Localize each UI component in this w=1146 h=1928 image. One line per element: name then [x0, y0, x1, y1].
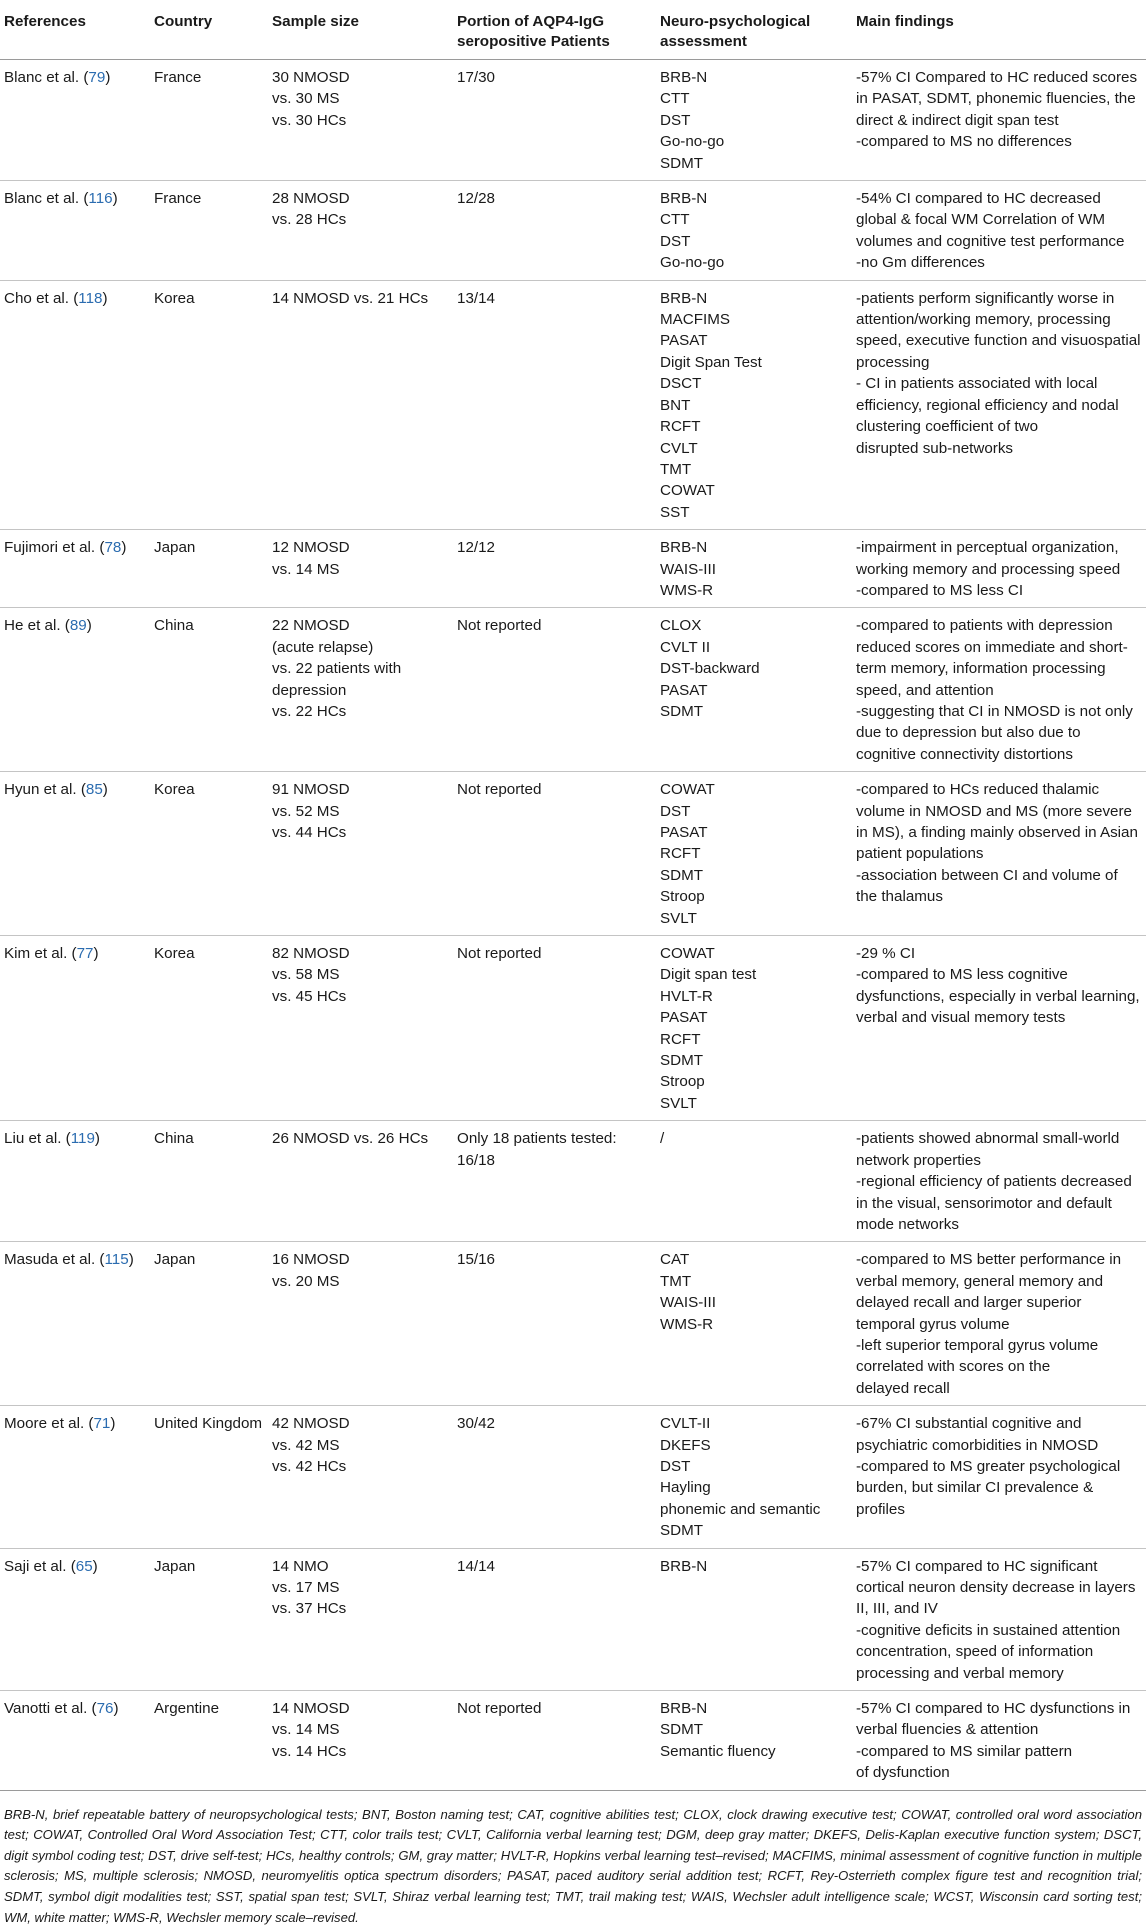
sample-line: vs. 58 MS	[272, 966, 340, 984]
sample-line: vs. 30 MS	[272, 90, 340, 108]
assessment-item: RCFT	[660, 1030, 701, 1048]
cell-assessment	[656, 1548, 852, 1690]
citation-link[interactable]: 77	[76, 945, 94, 963]
cell-assessment	[656, 60, 852, 181]
assessment-item: TMT	[660, 460, 692, 478]
cell-country: France	[150, 181, 268, 281]
assessment-item: SVLT	[660, 1094, 697, 1112]
cell-reference	[0, 280, 150, 529]
assessment-item: DST	[660, 232, 691, 250]
cell-sample-size	[268, 530, 453, 608]
citation-link[interactable]: 85	[85, 781, 103, 799]
reference-close: )	[128, 1251, 134, 1269]
sample-line: 28 NMOSD	[272, 190, 350, 208]
cell-reference	[0, 608, 150, 772]
cell-findings: -29 % CI -compared to MS less cognitive dysfunctions, especially in verbal learning, verbal and visual memory tests	[852, 936, 1146, 1121]
reference-close: )	[121, 539, 127, 557]
sample-line: 42 NMOSD	[272, 1415, 350, 1433]
table-header-row	[0, 0, 1146, 60]
assessment-item: Stroop	[660, 1073, 705, 1091]
cell-sample-size	[268, 1406, 453, 1548]
assessment-item: Digit span test	[660, 966, 757, 984]
assessment-item: Go-no-go	[660, 254, 725, 272]
cell-reference	[0, 1406, 150, 1548]
cell-sample-size	[268, 608, 453, 772]
reference-author: Vanotti et al. (	[4, 1700, 97, 1718]
cell-reference	[0, 60, 150, 181]
assessment-item: CVLT-II	[660, 1415, 711, 1433]
sample-line: 30 NMOSD	[272, 69, 350, 86]
table-row	[0, 936, 1146, 1121]
reference-close: )	[102, 781, 108, 799]
cell-portion: Not reported	[453, 1691, 656, 1791]
cell-assessment	[656, 1406, 852, 1548]
assessment-item: BRB-N	[660, 69, 708, 86]
assessment-item: DST	[660, 802, 691, 820]
assessment-item: DST-backward	[660, 660, 760, 678]
cell-findings: -patients perform significantly worse in attention/working memory, processing speed, executive function and visuospatial processing - CI in patients associated with local efficiency, regional efficiency and nodal clustering coefficient of two disrupted sub-networks	[852, 280, 1146, 529]
assessment-item: CTT	[660, 90, 690, 108]
assessment-item: WMS-R	[660, 581, 714, 599]
reference-author: Fujimori et al. (	[4, 539, 105, 557]
table-row	[0, 1691, 1146, 1791]
citation-link[interactable]: 65	[75, 1557, 93, 1575]
assessment-item: PASAT	[660, 681, 708, 699]
cell-country: China	[150, 608, 268, 772]
reference-close: )	[110, 1415, 116, 1433]
abbreviations-footnote: BRB-N, brief repeatable battery of neuropsychological tests; BNT, Boston naming test; CAT, cognitive abilities test; CLOX, clock drawing executive test; COWAT, controlled oral word association test; COWAT, Controlled Oral Word Association Test; CTT, color trails test; CVLT, California verbal learning test; DGM, deep gray matter; DKEFS, Delis-Kaplan executive function system; DSCT, digit symbol coding test; DST, drive self-test; HCs, healthy controls; GM, gray matter; HVLT-R, Hopkins verbal learning test–revised; MACFIMS, minimal assessment of cognitive function in multiple sclerosis; MS, multiple sclerosis; NMOSD, neuromyelitis optica spectrum disorders; PASAT, paced auditory serial addition test; RCFT, Rey-Osterrieth complex figure test and recognition trial; SDMT, symbol digit modalities test; SST, spatial span test; SVLT, Shiraz verbal learning test; TMT, trail making test; WAIS, Wechsler adult intelligence scale; WCST, Wisconsin card sorting test; WM, white matter; WMS-R, Wechsler memory scale–revised.	[4, 1806, 1142, 1925]
cell-assessment	[656, 1121, 852, 1242]
assessment-item: TMT	[660, 1272, 692, 1290]
cell-reference	[0, 936, 150, 1121]
reference-close: )	[94, 1130, 100, 1148]
reference-author: Cho et al. (	[4, 289, 79, 307]
sample-line: 16 NMOSD	[272, 1251, 350, 1269]
reference-close: )	[102, 289, 108, 307]
reference-close: )	[113, 1700, 119, 1718]
assessment-item: RCFT	[660, 845, 701, 863]
assessment-item: DST	[660, 1457, 691, 1475]
cell-sample-size	[268, 1121, 453, 1242]
sample-line: (acute relapse)	[272, 638, 374, 656]
assessment-item: COWAT	[660, 945, 715, 963]
reference-author: Liu et al. (	[4, 1130, 71, 1148]
assessment-item: SDMT	[660, 154, 704, 172]
assessment-item: BRB-N	[660, 289, 708, 307]
sample-line: vs. 14 MS	[272, 560, 340, 578]
header-sample-size: Sample size	[268, 0, 453, 60]
assessment-item: SST	[660, 503, 690, 521]
sample-line: vs. 52 MS	[272, 802, 340, 820]
sample-line: vs. 17 MS	[272, 1579, 340, 1596]
reference-author: Hyun et al. (	[4, 781, 86, 799]
sample-line: vs. 22 HCs	[272, 702, 347, 720]
cell-assessment	[656, 936, 852, 1121]
reference-author: Blanc et al. (	[4, 190, 89, 208]
cell-assessment	[656, 772, 852, 936]
assessment-item: COWAT	[660, 781, 715, 799]
cell-country: United Kingdom	[150, 1406, 268, 1548]
assessment-item: PASAT	[660, 332, 708, 350]
cell-country: Japan	[150, 1242, 268, 1406]
assessment-item: SDMT	[660, 702, 704, 720]
citation-link[interactable]: 119	[70, 1130, 95, 1148]
assessment-item: MACFIMS	[660, 311, 731, 329]
header-portion: Portion of AQP4-IgG seropositive Patients	[453, 0, 656, 60]
assessment-item: HVLT-R	[660, 987, 713, 1005]
cell-reference	[0, 1121, 150, 1242]
sample-line: vs. 14 MS	[272, 1721, 340, 1739]
cell-findings: -compared to MS better performance in verbal memory, general memory and delayed recall and larger superior temporal gyrus volume -left superior temporal gyrus volume correlated with scores on the delayed recall	[852, 1242, 1146, 1406]
cell-findings: -compared to HCs reduced thalamic volume in NMOSD and MS (more severe in MS), a finding mainly observed in Asian patient populations -association between CI and volume of the thalamus	[852, 772, 1146, 936]
assessment-item: DKEFS	[660, 1436, 711, 1454]
reference-author: Moore et al. (	[4, 1415, 94, 1433]
table-row	[0, 608, 1146, 772]
cell-assessment	[656, 1691, 852, 1791]
header-findings: Main findings	[852, 0, 1146, 60]
table-row	[0, 280, 1146, 529]
cell-findings: -impairment in perceptual organization, working memory and processing speed -compared to MS less CI	[852, 530, 1146, 608]
header-references: References	[0, 0, 150, 60]
header-country: Country	[150, 0, 268, 60]
cell-country: France	[150, 60, 268, 181]
reference-close: )	[92, 1557, 98, 1575]
cell-portion: Not reported	[453, 936, 656, 1121]
cell-reference	[0, 1691, 150, 1791]
table-row	[0, 181, 1146, 281]
cell-assessment	[656, 280, 852, 529]
sample-line: 14 NMOSD vs. 21 HCs	[272, 289, 429, 307]
cell-country: China	[150, 1121, 268, 1242]
citation-link[interactable]: 71	[93, 1415, 111, 1433]
cell-country: Korea	[150, 936, 268, 1121]
cell-findings: -compared to patients with depression reduced scores on immediate and short-term memory, information processing speed, and attention -suggesting that CI in NMOSD is not only due to depression but also due to cognitive connectivity distortions	[852, 608, 1146, 772]
sample-line: vs. 45 HCs	[272, 987, 347, 1005]
assessment-item: CVLT II	[660, 638, 711, 656]
assessment-item: RCFT	[660, 418, 701, 436]
citation-link[interactable]: 89	[69, 617, 87, 635]
cell-assessment	[656, 608, 852, 772]
assessment-item: Digit Span Test	[660, 353, 762, 371]
citation-link[interactable]: 116	[88, 190, 113, 208]
assessment-item: CLOX	[660, 617, 702, 635]
sample-line: vs. 28 HCs	[272, 211, 347, 229]
citation-link[interactable]: 78	[104, 539, 122, 557]
cell-country: Korea	[150, 772, 268, 936]
sample-line: vs. 42 MS	[272, 1436, 340, 1454]
sample-line: vs. 14 HCs	[272, 1742, 347, 1760]
cell-portion: 17/30	[453, 60, 656, 181]
assessment-item: DST	[660, 111, 691, 129]
assessment-item: BRB-N	[660, 1700, 708, 1718]
sample-line: 12 NMOSD	[272, 539, 350, 557]
sample-line: vs. 37 HCs	[272, 1600, 347, 1618]
cell-assessment	[656, 1242, 852, 1406]
cell-sample-size	[268, 280, 453, 529]
cell-findings: -57% CI compared to HC significant cortical neuron density decrease in layers II, III, and IV -cognitive deficits in sustained attention concentration, speed of information processing and verbal memory	[852, 1548, 1146, 1690]
sample-line: 14 NMO	[272, 1557, 329, 1575]
assessment-item: SDMT	[660, 1522, 704, 1540]
assessment-item: COWAT	[660, 482, 715, 500]
citation-link[interactable]: 76	[96, 1700, 114, 1718]
cell-portion: Not reported	[453, 772, 656, 936]
assessment-item: Hayling	[660, 1479, 711, 1497]
reference-author: He et al. (	[4, 617, 70, 635]
table-row	[0, 1121, 1146, 1242]
cell-portion: Not reported	[453, 608, 656, 772]
cell-assessment	[656, 530, 852, 608]
cell-sample-size	[268, 181, 453, 281]
assessment-item: Go-no-go	[660, 133, 725, 151]
cell-portion: 14/14	[453, 1548, 656, 1690]
assessment-item: SDMT	[660, 866, 704, 884]
assessment-item: /	[660, 1130, 665, 1148]
cell-country: Japan	[150, 1548, 268, 1690]
reference-author: Saji et al. (	[4, 1557, 76, 1575]
cell-findings: -67% CI substantial cognitive and psychiatric comorbidities in NMOSD -compared to MS greater psychological burden, but similar CI prevalence & profiles	[852, 1406, 1146, 1548]
assessment-item: phonemic and semantic	[660, 1500, 821, 1518]
cell-reference	[0, 1548, 150, 1690]
assessment-item: CVLT	[660, 439, 698, 457]
cell-portion: 13/14	[453, 280, 656, 529]
assessment-item: WMS-R	[660, 1315, 714, 1333]
assessment-item: SVLT	[660, 909, 697, 927]
sample-line: 26 NMOSD vs. 26 HCs	[272, 1130, 429, 1148]
cell-sample-size	[268, 772, 453, 936]
cell-reference	[0, 1242, 150, 1406]
citation-link[interactable]: 115	[104, 1251, 129, 1269]
assessment-item: PASAT	[660, 1009, 708, 1027]
cell-sample-size	[268, 60, 453, 181]
assessment-item: SDMT	[660, 1721, 704, 1739]
citation-link[interactable]: 118	[78, 289, 103, 307]
cell-findings: -57% CI compared to HC dysfunctions in verbal fluencies & attention -compared to MS similar pattern of dysfunction	[852, 1691, 1146, 1791]
assessment-item: DSCT	[660, 375, 702, 393]
assessment-item: Semantic fluency	[660, 1742, 776, 1760]
citation-link[interactable]: 79	[88, 69, 106, 86]
cell-reference	[0, 772, 150, 936]
cell-country: Argentine	[150, 1691, 268, 1791]
cell-sample-size	[268, 1548, 453, 1690]
table-row	[0, 1242, 1146, 1406]
sample-line: vs. 42 HCs	[272, 1457, 347, 1475]
cell-assessment	[656, 181, 852, 281]
assessment-item: CAT	[660, 1251, 690, 1269]
sample-line: vs. 30 HCs	[272, 111, 347, 129]
assessment-item: WAIS-III	[660, 1294, 716, 1312]
reference-close: )	[93, 945, 99, 963]
header-assessment: Neuro-psychological assessment	[656, 0, 852, 60]
sample-line: 14 NMOSD	[272, 1700, 350, 1718]
sample-line: 22 NMOSD	[272, 617, 350, 635]
sample-line: 82 NMOSD	[272, 945, 350, 963]
table-row	[0, 60, 1146, 181]
cell-findings: -54% CI compared to HC decreased global & focal WM Correlation of WM volumes and cognitive test performance -no Gm differences	[852, 181, 1146, 281]
sample-line: vs. 20 MS	[272, 1272, 340, 1290]
cell-findings: -57% CI Compared to HC reduced scores in PASAT, SDMT, phonemic fluencies, the direct & indirect digit span test -compared to MS no differences	[852, 60, 1146, 181]
reference-close: )	[86, 617, 92, 635]
reference-close: )	[105, 69, 111, 86]
table-row	[0, 530, 1146, 608]
assessment-item: PASAT	[660, 824, 708, 841]
cell-reference	[0, 181, 150, 281]
table-body	[0, 60, 1146, 1791]
assessment-item: SDMT	[660, 1052, 704, 1070]
sample-line: vs. 44 HCs	[272, 824, 347, 841]
assessment-item: BNT	[660, 396, 691, 414]
cell-portion: 12/12	[453, 530, 656, 608]
cell-sample-size	[268, 1691, 453, 1791]
sample-line: vs. 22 patients with	[272, 660, 402, 678]
cell-country: Korea	[150, 280, 268, 529]
assessment-item: CTT	[660, 211, 690, 229]
cell-reference	[0, 530, 150, 608]
assessment-item: BRB-N	[660, 539, 708, 557]
sample-line: depression	[272, 681, 347, 699]
cell-country: Japan	[150, 530, 268, 608]
cell-portion: 30/42	[453, 1406, 656, 1548]
assessment-item: Stroop	[660, 888, 705, 906]
cell-findings: -patients showed abnormal small-world network properties -regional efficiency of patients decreased in the visual, sensorimotor and default mode networks	[852, 1121, 1146, 1242]
cell-portion: 15/16	[453, 1242, 656, 1406]
reference-author: Blanc et al. (	[4, 69, 89, 86]
assessment-item: BRB-N	[660, 190, 708, 208]
cell-portion: Only 18 patients tested: 16/18	[453, 1121, 656, 1242]
assessment-item: WAIS-III	[660, 560, 716, 578]
table-row	[0, 772, 1146, 936]
table-row	[0, 1548, 1146, 1690]
assessment-item: BRB-N	[660, 1557, 708, 1575]
reference-author: Masuda et al. (	[4, 1251, 105, 1269]
sample-line: 91 NMOSD	[272, 781, 350, 799]
reference-close: )	[112, 190, 118, 208]
reference-author: Kim et al. (	[4, 945, 77, 963]
cell-sample-size	[268, 1242, 453, 1406]
cell-portion: 12/28	[453, 181, 656, 281]
cell-sample-size	[268, 936, 453, 1121]
table-row	[0, 1406, 1146, 1548]
